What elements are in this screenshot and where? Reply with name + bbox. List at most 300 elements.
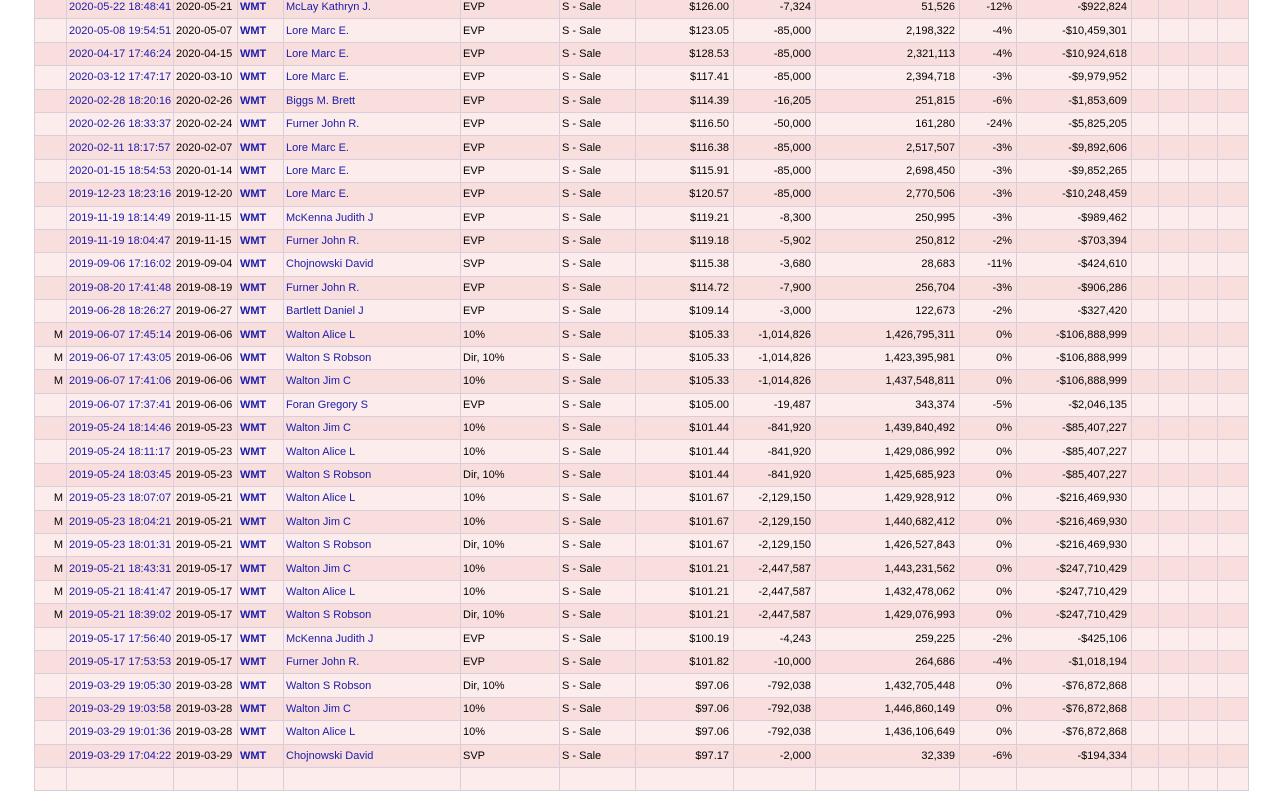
insider-name-link[interactable]: Lore Marc E.	[286, 24, 349, 37]
value-cell: -$1,853,609	[1017, 89, 1132, 112]
insider-name-link[interactable]: Walton S Robson	[286, 609, 372, 622]
extra-empty-cell	[1132, 0, 1159, 19]
filing-date-link[interactable]: 2019-03-29 19:01:36	[69, 726, 172, 739]
trade-type-cell: S - Sale	[560, 253, 636, 276]
extra-empty-cell	[1218, 767, 1249, 790]
insider-name-link[interactable]: Walton S Robson	[286, 469, 372, 481]
extra-empty-cell	[1159, 346, 1189, 369]
delta-own-cell: -24%	[960, 112, 1017, 135]
extra-empty-cell	[1132, 697, 1159, 720]
filing-date-link[interactable]: 2020-02-26 18:33:37	[69, 118, 172, 131]
insider-name-link[interactable]: Lore Marc E.	[286, 47, 349, 60]
title-cell: EVP	[461, 159, 560, 182]
extra-empty-cell	[1189, 112, 1218, 135]
ticker-cell	[238, 510, 284, 533]
extra-empty-cell	[1189, 42, 1218, 65]
delta-own-cell: 0%	[960, 370, 1017, 393]
trade-type-cell: S - Sale	[560, 300, 636, 323]
extra-empty-cell	[1132, 721, 1159, 744]
ticker-cell	[238, 604, 284, 627]
trade-date-cell: 2020-04-15	[174, 42, 238, 65]
extra-empty-cell	[1159, 463, 1189, 486]
ticker-link[interactable]: WMT	[240, 235, 267, 248]
filing-date-link[interactable]: 2020-05-08 19:54:51	[69, 24, 172, 37]
ticker-cell	[238, 463, 284, 486]
price-cell: $97.06	[636, 674, 734, 697]
insider-name-cell	[284, 650, 461, 673]
owned-cell: 51,526	[816, 0, 960, 19]
table-row	[35, 66, 1249, 89]
price-cell: $117.41	[636, 66, 734, 89]
filing-date-link[interactable]: 2019-06-07 17:43:05	[69, 352, 172, 365]
owned-cell	[816, 767, 960, 790]
insider-name-cell	[284, 229, 461, 252]
extra-empty-cell	[1132, 300, 1159, 323]
mark-cell	[35, 42, 67, 65]
ticker-link[interactable]: WMT	[240, 141, 267, 154]
extra-empty-cell	[1159, 183, 1189, 206]
trade-date-cell: 2019-11-15	[174, 206, 238, 229]
ticker-link[interactable]: WMT	[240, 328, 267, 341]
qty-cell: -85,000	[734, 136, 816, 159]
title-cell: EVP	[461, 66, 560, 89]
extra-empty-cell	[1132, 393, 1159, 416]
filing-date-cell	[67, 229, 174, 252]
ticker-link[interactable]: WMT	[240, 47, 267, 60]
insider-name-link[interactable]: Lore Marc E.	[286, 164, 349, 177]
extra-empty-cell	[1159, 487, 1189, 510]
filing-date-link[interactable]: 2019-06-07 17:37:41	[69, 398, 172, 411]
delta-own-cell: -3%	[960, 66, 1017, 89]
owned-cell: 1,432,478,062	[816, 580, 960, 603]
trade-type-cell: S - Sale	[560, 510, 636, 533]
filing-date-link[interactable]: 2019-05-21 18:43:31	[69, 562, 172, 575]
mark-cell	[35, 66, 67, 89]
delta-own-cell: 0%	[960, 697, 1017, 720]
value-cell: -$216,469,930	[1017, 533, 1132, 556]
insider-name-cell	[284, 136, 461, 159]
filing-date-link[interactable]: 2019-05-24 18:03:45	[69, 469, 172, 481]
ticker-link[interactable]: WMT	[240, 749, 267, 762]
owned-cell: 1,429,076,993	[816, 604, 960, 627]
mark-cell: M	[35, 557, 67, 580]
ticker-link[interactable]: WMT	[240, 656, 267, 669]
ticker-link[interactable]: WMT	[240, 679, 267, 692]
insider-name-link[interactable]: Walton S Robson	[286, 539, 372, 552]
insider-name-link[interactable]: Chojnowski David	[286, 749, 374, 762]
filing-date-link[interactable]: 2020-04-17 17:46:24	[69, 47, 172, 60]
ticker-cell	[238, 229, 284, 252]
price-cell: $116.50	[636, 112, 734, 135]
filing-date-link[interactable]: 2019-05-24 18:11:17	[69, 445, 171, 458]
ticker-cell	[238, 650, 284, 673]
qty-cell: -5,902	[734, 229, 816, 252]
insider-name-link[interactable]: Chojnowski David	[286, 258, 374, 271]
title-cell: 10%	[461, 697, 560, 720]
insider-name-cell	[284, 557, 461, 580]
insider-name-link[interactable]: Walton Jim C	[286, 422, 351, 435]
filing-date-link[interactable]: 2019-06-07 17:45:14	[69, 328, 172, 341]
price-cell: $101.82	[636, 650, 734, 673]
ticker-cell	[238, 253, 284, 276]
extra-empty-cell	[1218, 0, 1249, 19]
filing-date-cell	[67, 253, 174, 276]
filing-date-link[interactable]: 2019-06-28 18:26:27	[69, 305, 172, 318]
insider-name-link[interactable]: Walton Alice L	[286, 445, 356, 458]
mark-cell	[35, 440, 67, 463]
mark-cell: M	[35, 487, 67, 510]
price-cell: $97.17	[636, 744, 734, 767]
ticker-link[interactable]: WMT	[240, 539, 267, 552]
price-cell: $101.44	[636, 463, 734, 486]
trade-date-cell: 2019-05-21	[174, 487, 238, 510]
trade-date-cell: 2019-05-23	[174, 463, 238, 486]
delta-own-cell: -3%	[960, 136, 1017, 159]
table-row	[35, 276, 1249, 299]
ticker-cell	[238, 697, 284, 720]
filing-date-link[interactable]: 2019-03-29 19:03:58	[69, 702, 172, 715]
extra-empty-cell	[1159, 650, 1189, 673]
delta-own-cell: -4%	[960, 19, 1017, 42]
extra-empty-cell	[1132, 323, 1159, 346]
ticker-link[interactable]: WMT	[240, 492, 267, 505]
filing-date-link[interactable]: 2019-05-21 18:41:47	[69, 585, 172, 598]
extra-empty-cell	[1218, 159, 1249, 182]
extra-empty-cell	[1218, 510, 1249, 533]
extra-empty-cell	[1218, 206, 1249, 229]
insider-name-link[interactable]: Walton Jim C	[286, 515, 351, 528]
title-cell: SVP	[461, 744, 560, 767]
value-cell	[1017, 767, 1132, 790]
filing-date-cell	[67, 533, 174, 556]
extra-empty-cell	[1189, 487, 1218, 510]
extra-empty-cell	[1159, 744, 1189, 767]
trade-type-cell: S - Sale	[560, 674, 636, 697]
title-cell: EVP	[461, 42, 560, 65]
insider-name-link[interactable]: Furner John R.	[286, 118, 360, 131]
extra-empty-cell	[1189, 650, 1218, 673]
insider-name-link[interactable]: Lore Marc E.	[286, 188, 349, 201]
value-cell: -$247,710,429	[1017, 604, 1132, 627]
insider-name-cell	[284, 19, 461, 42]
extra-empty-cell	[1132, 276, 1159, 299]
filing-date-link[interactable]: 2019-03-29 17:04:22	[69, 749, 172, 762]
extra-empty-cell	[1218, 604, 1249, 627]
trade-date-cell: 2020-05-07	[174, 19, 238, 42]
price-cell: $115.38	[636, 253, 734, 276]
filing-date-link[interactable]: 2019-06-07 17:41:06	[69, 375, 172, 388]
owned-cell: 1,440,682,412	[816, 510, 960, 533]
ticker-link[interactable]: WMT	[240, 305, 267, 318]
owned-cell: 259,225	[816, 627, 960, 650]
delta-own-cell: 0%	[960, 487, 1017, 510]
price-cell: $100.19	[636, 627, 734, 650]
mark-cell: M	[35, 323, 67, 346]
extra-empty-cell	[1132, 159, 1159, 182]
trade-type-cell	[560, 767, 636, 790]
filing-date-link[interactable]: 2020-02-11 18:17:57	[69, 141, 171, 154]
mark-cell	[35, 159, 67, 182]
price-cell: $101.44	[636, 440, 734, 463]
title-cell: EVP	[461, 0, 560, 19]
trade-date-cell: 2020-02-24	[174, 112, 238, 135]
trade-type-cell: S - Sale	[560, 557, 636, 580]
trade-type-cell: S - Sale	[560, 697, 636, 720]
filing-date-link[interactable]: 2019-05-24 18:14:46	[69, 422, 172, 435]
filing-date-cell	[67, 627, 174, 650]
title-cell: EVP	[461, 112, 560, 135]
owned-cell: 250,812	[816, 229, 960, 252]
insider-name-link[interactable]: Walton Jim C	[286, 702, 351, 715]
ticker-link[interactable]: WMT	[240, 164, 267, 177]
trade-type-cell: S - Sale	[560, 370, 636, 393]
ticker-link[interactable]: WMT	[240, 352, 267, 365]
owned-cell: 1,446,860,149	[816, 697, 960, 720]
ticker-link[interactable]: WMT	[240, 118, 267, 131]
table-row	[35, 580, 1249, 603]
extra-empty-cell	[1132, 136, 1159, 159]
title-cell: EVP	[461, 89, 560, 112]
extra-empty-cell	[1189, 346, 1218, 369]
extra-empty-cell	[1159, 300, 1189, 323]
title-cell: EVP	[461, 183, 560, 206]
extra-empty-cell	[1218, 323, 1249, 346]
insider-name-link[interactable]: Walton Alice L	[286, 726, 356, 739]
title-cell: Dir, 10%	[461, 533, 560, 556]
ticker-link[interactable]: WMT	[240, 71, 267, 84]
mark-cell	[35, 19, 67, 42]
price-cell: $115.91	[636, 159, 734, 182]
insider-name-link[interactable]: McKenna Judith J	[286, 211, 374, 224]
qty-cell: -4,243	[734, 627, 816, 650]
ticker-link[interactable]: WMT	[240, 24, 267, 37]
filing-date-link[interactable]: 2019-05-17 17:56:40	[69, 632, 172, 645]
owned-cell: 251,815	[816, 89, 960, 112]
extra-empty-cell	[1159, 721, 1189, 744]
table-row	[35, 370, 1249, 393]
ticker-link[interactable]: WMT	[240, 726, 267, 739]
ticker-link[interactable]: WMT	[240, 469, 267, 481]
filing-date-link[interactable]: 2019-09-06 17:16:02	[69, 258, 172, 271]
trade-type-cell: S - Sale	[560, 136, 636, 159]
filing-date-cell	[67, 580, 174, 603]
qty-cell: -792,038	[734, 697, 816, 720]
extra-empty-cell	[1218, 393, 1249, 416]
insider-name-cell	[284, 66, 461, 89]
ticker-link[interactable]: WMT	[240, 445, 267, 458]
table-row	[35, 767, 1249, 790]
filing-date-cell	[67, 206, 174, 229]
insider-name-link[interactable]: Walton Jim C	[286, 375, 351, 388]
table-row	[35, 627, 1249, 650]
price-cell: $123.05	[636, 19, 734, 42]
value-cell: -$85,407,227	[1017, 417, 1132, 440]
trade-date-cell: 2019-06-06	[174, 346, 238, 369]
qty-cell: -85,000	[734, 159, 816, 182]
owned-cell: 264,686	[816, 650, 960, 673]
extra-empty-cell	[1189, 136, 1218, 159]
delta-own-cell: 0%	[960, 346, 1017, 369]
ticker-link[interactable]: WMT	[240, 94, 267, 107]
trade-date-cell: 2019-03-28	[174, 674, 238, 697]
insider-name-link[interactable]: Furner John R.	[286, 281, 360, 294]
trade-date-cell: 2020-01-14	[174, 159, 238, 182]
insider-trades-view	[34, 0, 1231, 791]
qty-cell: -2,129,150	[734, 510, 816, 533]
filing-date-link[interactable]: 2019-11-19 18:14:49	[69, 211, 171, 224]
insider-name-link[interactable]: Foran Gregory S	[286, 398, 368, 411]
ticker-cell	[238, 346, 284, 369]
ticker-cell	[238, 440, 284, 463]
ticker-link[interactable]: WMT	[240, 422, 267, 435]
insider-name-cell	[284, 767, 461, 790]
extra-empty-cell	[1132, 744, 1159, 767]
delta-own-cell: 0%	[960, 604, 1017, 627]
trade-type-cell: S - Sale	[560, 89, 636, 112]
extra-empty-cell	[1132, 510, 1159, 533]
insider-name-cell	[284, 393, 461, 416]
trade-date-cell: 2019-09-04	[174, 253, 238, 276]
insider-name-link[interactable]: Walton S Robson	[286, 679, 372, 692]
filing-date-cell	[67, 697, 174, 720]
ticker-link[interactable]: WMT	[240, 375, 267, 388]
extra-empty-cell	[1189, 253, 1218, 276]
ticker-link[interactable]: WMT	[240, 515, 267, 528]
insider-name-link[interactable]: Furner John R.	[286, 235, 360, 248]
ticker-link[interactable]: WMT	[240, 702, 267, 715]
ticker-link[interactable]: WMT	[240, 585, 267, 598]
filing-date-link[interactable]: 2019-05-23 18:04:21	[69, 515, 172, 528]
filing-date-cell	[67, 487, 174, 510]
table-body	[35, 0, 1249, 791]
filing-date-link[interactable]: 2019-03-29 19:05:30	[69, 679, 172, 692]
insider-name-link[interactable]: McLay Kathryn J.	[286, 1, 371, 14]
title-cell: EVP	[461, 136, 560, 159]
ticker-link[interactable]: WMT	[240, 258, 267, 271]
filing-date-link[interactable]: 2020-03-12 17:47:17	[69, 71, 172, 84]
delta-own-cell: -6%	[960, 744, 1017, 767]
filing-date-link[interactable]: 2019-05-23 18:01:31	[69, 539, 172, 552]
insider-name-link[interactable]: Furner John R.	[286, 656, 360, 669]
insider-name-link[interactable]: Lore Marc E.	[286, 71, 349, 84]
extra-empty-cell	[1189, 697, 1218, 720]
filing-date-link[interactable]: 2020-01-15 18:54:53	[69, 164, 172, 177]
ticker-cell	[238, 744, 284, 767]
ticker-cell	[238, 159, 284, 182]
mark-cell	[35, 697, 67, 720]
title-cell: 10%	[461, 487, 560, 510]
table-row	[35, 229, 1249, 252]
insider-name-link[interactable]: Lore Marc E.	[286, 141, 349, 154]
value-cell: -$85,407,227	[1017, 463, 1132, 486]
owned-cell: 28,683	[816, 253, 960, 276]
qty-cell: -1,014,826	[734, 370, 816, 393]
delta-own-cell: -2%	[960, 627, 1017, 650]
ticker-link[interactable]: WMT	[240, 211, 267, 224]
owned-cell: 343,374	[816, 393, 960, 416]
filing-date-cell	[67, 159, 174, 182]
extra-empty-cell	[1159, 440, 1189, 463]
qty-cell: -2,447,587	[734, 604, 816, 627]
insider-name-link[interactable]: Biggs M. Brett	[286, 94, 356, 107]
ticker-link[interactable]: WMT	[240, 562, 267, 575]
insider-name-link[interactable]: Walton S Robson	[286, 352, 372, 365]
price-cell: $101.21	[636, 557, 734, 580]
mark-cell: M	[35, 370, 67, 393]
qty-cell: -1,014,826	[734, 346, 816, 369]
table-row	[35, 346, 1249, 369]
extra-empty-cell	[1218, 229, 1249, 252]
trade-type-cell: S - Sale	[560, 323, 636, 346]
insider-name-cell	[284, 346, 461, 369]
extra-empty-cell	[1189, 206, 1218, 229]
filing-date-link[interactable]: 2019-05-17 17:53:53	[69, 656, 172, 669]
ticker-link[interactable]: WMT	[240, 632, 267, 645]
insider-name-cell	[284, 487, 461, 510]
table-row	[35, 463, 1249, 486]
ticker-link[interactable]: WMT	[240, 1, 267, 14]
extra-empty-cell	[1132, 604, 1159, 627]
owned-cell: 1,426,527,843	[816, 533, 960, 556]
mark-cell	[35, 0, 67, 19]
ticker-link[interactable]: WMT	[240, 188, 267, 201]
filing-date-link[interactable]: 2020-02-28 18:20:16	[69, 94, 172, 107]
delta-own-cell: -4%	[960, 650, 1017, 673]
extra-empty-cell	[1159, 604, 1189, 627]
insider-name-link[interactable]: Walton Alice L	[286, 328, 356, 341]
insider-name-link[interactable]: Bartlett Daniel J	[286, 305, 364, 318]
filing-date-link[interactable]: 2019-12-23 18:23:16	[69, 188, 172, 201]
ticker-link[interactable]: WMT	[240, 281, 267, 294]
extra-empty-cell	[1159, 767, 1189, 790]
extra-empty-cell	[1132, 346, 1159, 369]
value-cell: -$9,892,606	[1017, 136, 1132, 159]
extra-empty-cell	[1189, 183, 1218, 206]
ticker-link[interactable]: WMT	[240, 609, 267, 622]
value-cell: -$989,462	[1017, 206, 1132, 229]
insider-name-link[interactable]: Walton Jim C	[286, 562, 351, 575]
trade-type-cell: S - Sale	[560, 744, 636, 767]
extra-empty-cell	[1132, 767, 1159, 790]
price-cell: $101.21	[636, 580, 734, 603]
insider-name-cell	[284, 744, 461, 767]
value-cell: -$10,924,618	[1017, 42, 1132, 65]
ticker-cell	[238, 136, 284, 159]
insider-name-link[interactable]: McKenna Judith J	[286, 632, 374, 645]
extra-empty-cell	[1132, 580, 1159, 603]
filing-date-link[interactable]: 2019-05-23 18:07:07	[69, 492, 172, 505]
insider-name-link[interactable]: Walton Alice L	[286, 585, 356, 598]
delta-own-cell: -3%	[960, 183, 1017, 206]
filing-date-cell	[67, 42, 174, 65]
filing-date-link[interactable]: 2020-05-22 18:48:41	[69, 1, 172, 14]
filing-date-link[interactable]: 2019-05-21 18:39:02	[69, 609, 172, 622]
mark-cell	[35, 89, 67, 112]
extra-empty-cell	[1218, 253, 1249, 276]
insider-name-link[interactable]: Walton Alice L	[286, 492, 356, 505]
table-row	[35, 650, 1249, 673]
qty-cell: -85,000	[734, 183, 816, 206]
filing-date-cell	[67, 674, 174, 697]
filing-date-cell	[67, 417, 174, 440]
ticker-link[interactable]: WMT	[240, 398, 267, 411]
delta-own-cell: -3%	[960, 206, 1017, 229]
qty-cell: -841,920	[734, 440, 816, 463]
filing-date-link[interactable]: 2019-11-19 18:04:47	[69, 235, 171, 248]
table-row	[35, 112, 1249, 135]
owned-cell: 1,439,840,492	[816, 417, 960, 440]
filing-date-link[interactable]: 2019-08-20 17:41:48	[69, 281, 172, 294]
